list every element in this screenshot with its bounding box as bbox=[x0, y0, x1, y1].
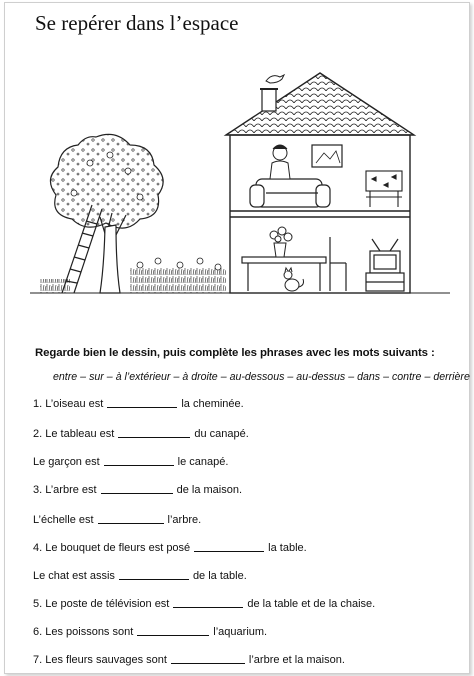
sofa bbox=[250, 179, 330, 207]
sentence-start: 2. Le tableau est bbox=[33, 428, 115, 440]
sentence-row bbox=[33, 653, 345, 666]
sentence-end: l’arbre et la maison. bbox=[248, 654, 345, 666]
answer-blank[interactable] bbox=[171, 653, 245, 664]
house-and-tree-illustration bbox=[30, 67, 450, 329]
sentence-end: du canapé. bbox=[194, 428, 249, 440]
sentence-start: 7. Les fleurs sauvages sont bbox=[33, 654, 167, 666]
chimney bbox=[262, 89, 276, 111]
sentence-end: la cheminée. bbox=[181, 398, 244, 410]
answer-blank[interactable] bbox=[137, 625, 209, 636]
cat bbox=[284, 268, 304, 291]
sentence-row bbox=[33, 455, 228, 468]
television bbox=[366, 239, 404, 291]
chair bbox=[330, 237, 346, 291]
word-bank-item: derrière bbox=[433, 371, 470, 383]
aquarium bbox=[366, 171, 402, 207]
sentence-row bbox=[33, 483, 242, 496]
answer-blank[interactable] bbox=[118, 427, 190, 438]
answer-blank[interactable] bbox=[194, 541, 264, 552]
word-bank-item: à l’extérieur bbox=[115, 371, 171, 383]
answer-blank[interactable] bbox=[107, 397, 177, 408]
sentence-row bbox=[33, 625, 267, 638]
sentence-end: l’aquarium. bbox=[213, 626, 268, 638]
flower-bouquet bbox=[270, 227, 292, 257]
answer-blank[interactable] bbox=[119, 569, 189, 580]
sentence-start: 6. Les poissons sont bbox=[33, 626, 134, 638]
sentence-start: 5. Le poste de télévision est bbox=[33, 598, 170, 610]
word-separator: – bbox=[383, 371, 389, 383]
word-bank-item: au-dessous bbox=[229, 371, 285, 383]
word-separator: – bbox=[173, 371, 180, 383]
sentence-start: 4. Le bouquet de fleurs est posé bbox=[33, 542, 191, 554]
sentence-row bbox=[33, 569, 247, 582]
sentence-start: L’échelle est bbox=[33, 514, 94, 526]
word-separator: – bbox=[106, 371, 113, 383]
word-bank-item: sur bbox=[89, 371, 104, 383]
sentence-row bbox=[33, 541, 307, 554]
sentence-start: Le chat est assis bbox=[33, 570, 115, 582]
sentence-end: le canapé. bbox=[177, 456, 229, 468]
word-bank-item: dans bbox=[357, 371, 381, 383]
word-bank bbox=[53, 371, 470, 383]
sentence-end: la table. bbox=[268, 542, 307, 554]
sentence-end: l’arbre. bbox=[167, 514, 202, 526]
boy bbox=[270, 145, 290, 179]
word-bank-item: entre bbox=[53, 371, 78, 383]
word-separator: – bbox=[424, 371, 431, 383]
instruction-text: Regarde bien le dessin, puis complète les phrases avec les mots suivants : bbox=[35, 347, 435, 359]
sentence-row bbox=[33, 397, 244, 410]
house bbox=[226, 73, 414, 293]
word-separator: – bbox=[287, 371, 294, 383]
sentence-end: de la table. bbox=[192, 570, 247, 582]
word-bank-item: au-dessus bbox=[296, 371, 346, 383]
answer-blank[interactable] bbox=[104, 455, 174, 466]
sentence-row bbox=[33, 427, 249, 440]
answer-blank[interactable] bbox=[98, 513, 164, 524]
word-bank-item: à droite bbox=[182, 371, 218, 383]
sentence-start: 3. L’arbre est bbox=[33, 484, 97, 496]
word-bank-item: contre bbox=[391, 371, 422, 383]
bird bbox=[266, 75, 284, 83]
worksheet-page bbox=[4, 2, 470, 674]
sentence-row bbox=[33, 513, 201, 526]
answer-blank[interactable] bbox=[173, 597, 243, 608]
word-separator: – bbox=[348, 371, 355, 383]
sentence-row bbox=[33, 597, 375, 610]
sentence-start: Le garçon est bbox=[33, 456, 100, 468]
sentence-end: de la maison. bbox=[176, 484, 243, 496]
page-title: Se repérer dans l’espace bbox=[35, 11, 239, 35]
sentence-end: de la table et de la chaise. bbox=[247, 598, 376, 610]
word-separator: – bbox=[80, 371, 87, 383]
word-separator: – bbox=[220, 371, 227, 383]
answer-blank[interactable] bbox=[101, 483, 173, 494]
sentence-start: 1. L’oiseau est bbox=[33, 398, 104, 410]
